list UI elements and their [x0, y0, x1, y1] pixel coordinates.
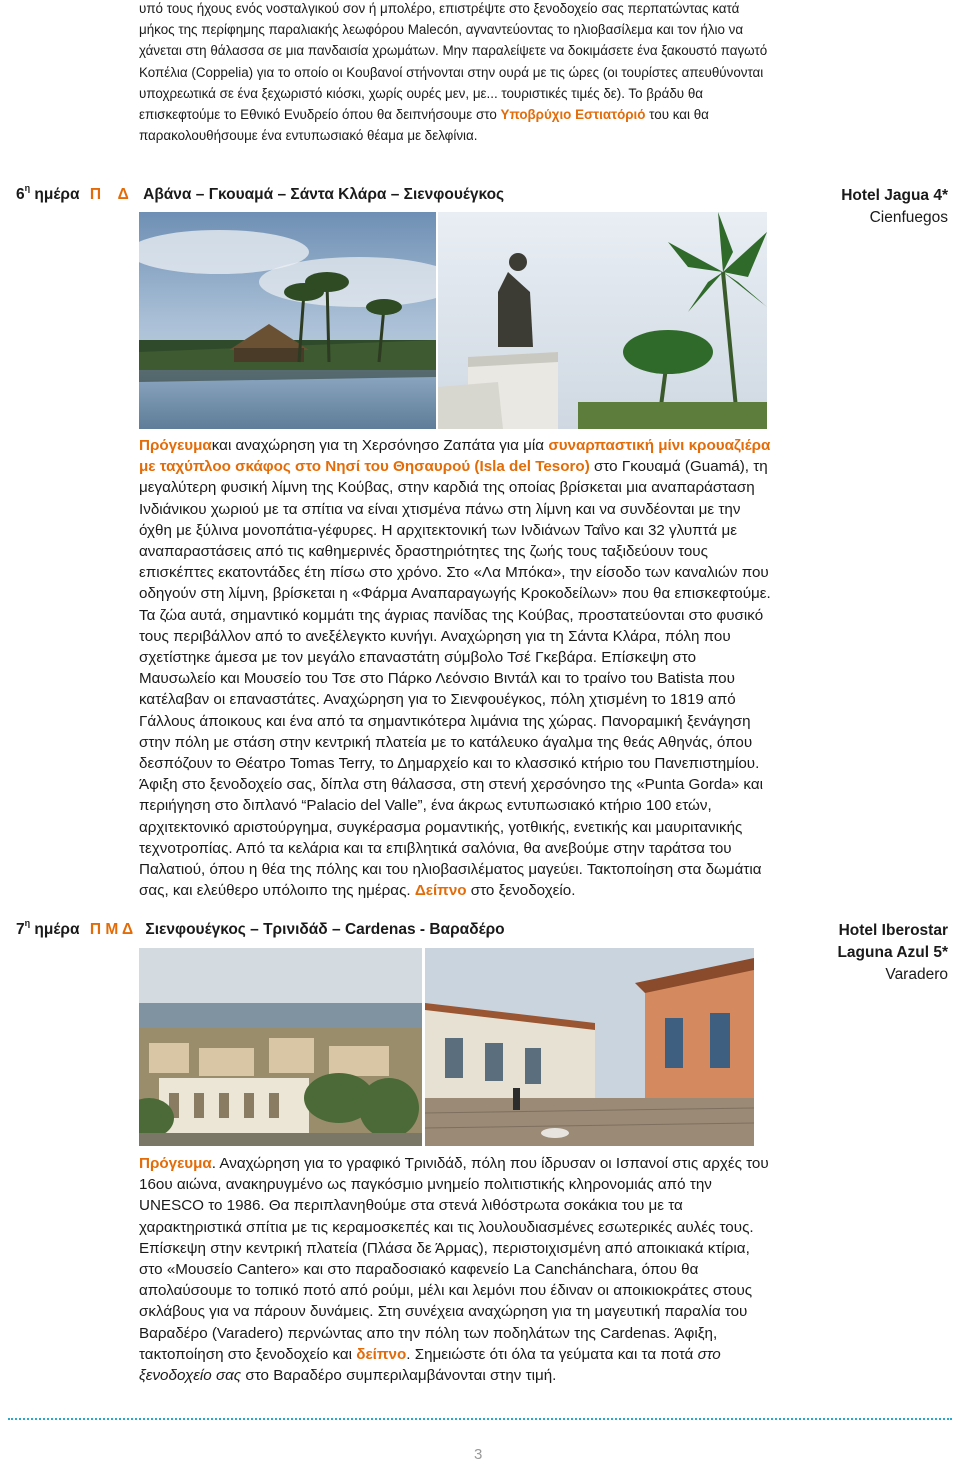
day7-description: Πρόγευμα. Αναχώρηση για το γραφικό Τρινιδάδ, πόλη που ίδρυσαν οι Ισπανοί στις αρχές του 16ου αιώνα, ανακηρυγμένο ως παγκόσμιο μνημείο πολιτιστικής κληρονομιάς από την UNESCO το 1986. Θα περιπλανηθούμε στα στενά λιθόστρωτα σοκάκια του με τα χαρακτηριστικά σπίτια με τις κεραμοσκεπές και τις λουλουδιασμένες εσωτερικές αυλές τους. Επίσκεψη στην κεντρική πλατεία (Πλάσα δε Άρμας), περιστοιχισμένη από αποικιακά κτίρια, στο «Μουσείο Cantero» και στο παραδοσιακό καφενείο La Canchánchara, όπου θα απολαύσουμε το τοπικό ποτό από ρούμι, μέλι και λεμόνι που έδιναν οι αποικιοκράτες στους σκλάβους για να πάρουν δυνάμεις. Στη συνέχεια αναχώρηση για τη μαγευτική παραλία του Βαραδέρο (Varadero) περνώντας απο την πόλη των ποδηλάτων της Cardenas. Άφιξη, τακτοποίηση στο ξενοδοχείο και δείπνο. Σημειώστε ότι όλα τα γεύματα και τα ποτά στο ξενοδοχείο σας στο Βαραδέρο συμπεριλαμβάνονται στην τιμή.	[139, 1155, 769, 1385]
day7-route: Σιενφουέγκος – Τρινιδάδ – Cardenas - Βαραδέρο	[145, 921, 505, 939]
che-monument-photo	[438, 212, 767, 429]
intro-highlight: Υποβρύχιο Εστιατόριό	[500, 107, 646, 123]
lake-photo	[139, 212, 436, 429]
day7-header: $7^\eta$ ημέρα Π Μ Δ Σιενφουέγκος – Τρινιδάδ – Cardenas - Βαραδέρο	[16, 918, 505, 939]
cienfuegos-town-photo	[139, 948, 422, 1146]
day7-hotel: Hotel Iberostar Laguna Azul 5* Varadero	[837, 922, 948, 983]
day6-header: $6^\eta$ ημέρα Π Δ Αβάνα – Γκουαμά – Σάντα Κλάρα – Σιενφουέγκος	[16, 183, 505, 204]
trinidad-street-photo	[425, 948, 754, 1146]
day6-route: Αβάνα – Γκουαμά – Σάντα Κλάρα – Σιενφουέγκος	[143, 186, 505, 204]
footer-divider	[8, 1418, 952, 1421]
day7-meals: Π Μ Δ	[89, 921, 134, 939]
intro-paragraph: υπό τους ήχους ενός νοσταλγικού σον ή μπολέρο, επιστρέψτε στο ξενοδοχείο σας περπατώντας κατά μήκος της περίφημης παραλιακής λεωφόρου Malecón, αγναντεύοντας το ηλιοβασίλεμα και τον ήλιο να χάνεται στη θάλασσα σε μια πανδαισία χρωμάτων. Μην παραλείψετε να δοκιμάσετε ένα ξακουστό παγωτό Κοπέλια (Coppelia) για το οποίο οι Κουβανοί στήνονται στην ουρά με τις ώρες (οι τουρίστες απευθύνονται υποχρεωτικά σε ένα ξεχωριστό κιόσκι, χωρίς ουρές μεν, με... τουριστικές τιμές δε). Το βράδυ θα επισκεφτούμε το Εθνικό Ενυδρείο όπου θα δειπνήσουμε στο Υποβρύχιο Εστιατόριό του και θα παρακολουθήσουμε ένα εντυπωσιακό θέαμα με δελφίνια.	[139, 1, 768, 144]
day6-meals: Π Δ	[89, 186, 129, 204]
page-number: 3	[474, 1446, 483, 1463]
day6-hotel: Hotel Jagua 4* Cienfuegos	[841, 187, 948, 226]
day6-description: Πρόγευμακαι αναχώρηση για τη Χερσόνησο Ζαπάτα για μία συναρπαστική μίνι κρουαζιέρα με ταχύπλοο σκάφος στο Νησί του Θησαυρού (Isla del Tesoro) στο Γκουαμά (Guamá), τη μεγαλύτερη φυσική λίμνη της Κούβας, στην καρδιά της οποίας βρίσκεται μια αναπαράσταση Ινδιάνικου χωριού με τα σπίτια να είναι χτισμένα πάνω στη λίμνη και να συνδέονται με την όχθη με ξύλινα μονοπάτια-γέφυρες. Η αρχιτεκτονική των Ινδιάνων Ταΐνο και 32 γλυπτά με αναπαραστάσεις από τις καθημερινές δραστηριότητες της ζωής τους ταξιδεύουν τους επισκέπτες εκατοντάδες έτη πίσω στο χρόνο. Στο «Λα Μπόκα», την είσοδο των καναλιών που οδηγούν στη λίμνη, βρίσκεται η «Φάρμα Αναπαραγωγής Κροκοδείλων» που θα επισκεφτούμε. Τα ζώα αυτά, σημαντικό κομμάτι της άγριας πανίδας της Κούβας, προστατεύονται στο φυσικό τους περιβάλλον από το ανεξέλεγκτο κυνήγι. Αναχώρηση για τη Σάντα Κλάρα, πόλη που σχετίστηκε άμεσα με τον μεγάλο επαναστάτη σύμβολο Τσέ Γκεβάρα. Επίσκεψη στο Μαυσωλείο και Μουσείο του Τσε στο Πάρκο Λεόνσιο Βιντάλ και το τραίνο του Batista που κατέλαβαν οι επαναστάτες. Αναχώρηση για το Σιενφουέγκος, πόλη χτισμένη το 1819 από Γάλλους άποικους και ένα από τα σημαντικότερα λιμάνια της χώρας. Πανοραμική ξενάγηση στην πόλη με στάση στην κεντρική πλατεία με το κατάλευκο άγαλμα της θεάς Αθηνάς, όπου δεσπόζουν το Θέατρο Tomas Terry, το Δημαρχείο και το κλασσικό κτήριο του Πανεπιστημίου. Άφιξη στο ξενοδοχείο σας, δίπλα στη θάλασσα, στη στενή χερσόνησο της «Punta Gorda» και περιήγηση στο διπλανό “Palacio del Valle”, ένα άκρως εντυπωσιακό κτήριο 100 ετών, αρχιτεκτονικό αριστούργημα, συγκέρασμα ρομαντικής, γοτθικής, ενετικής και μαυριτανικής τεχνοτροπίας. Από τα κελάρια και τα επιβλητικά σαλόνια, θα ανεβούμε στην ταράτσα του Παλατιού, όπου η θέα της πόλης και του ηλιοβασιλέματος μαγεύει. Τακτοποίηση στα δωμάτια σας, και ελεύθερο υπόλοιπο της ημέρας. Δείπνο στο ξενοδοχείο.	[139, 437, 771, 900]
